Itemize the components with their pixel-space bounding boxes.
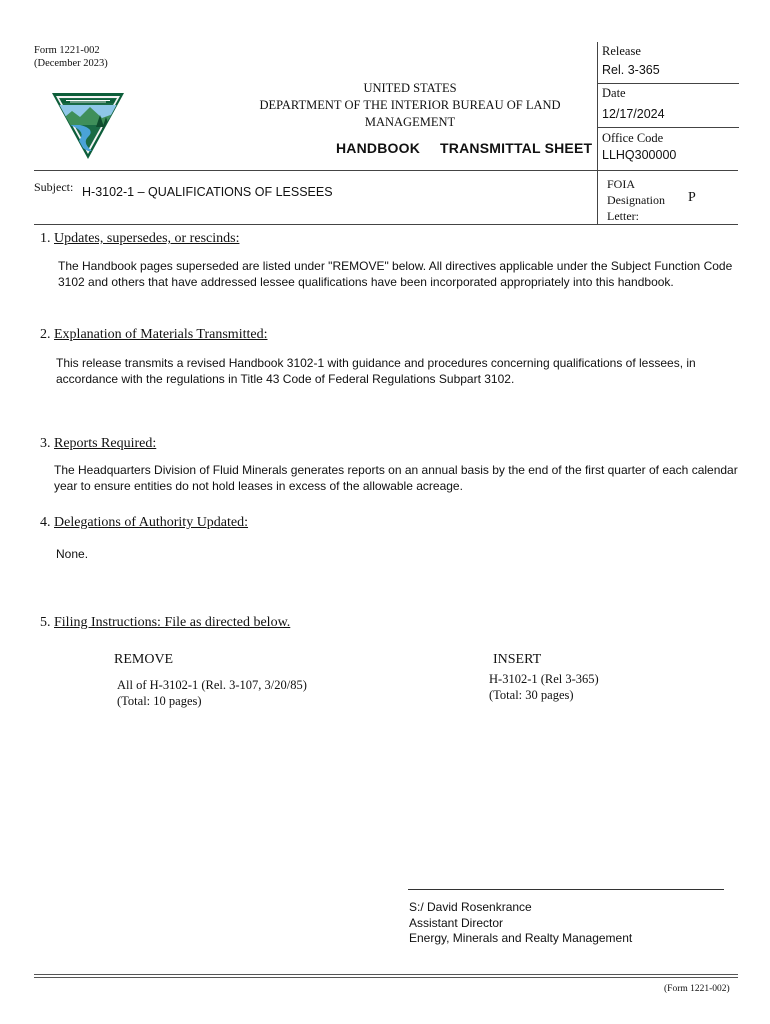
section-number: 2. (40, 327, 51, 342)
signature-line (408, 889, 724, 890)
sheet-title (336, 140, 592, 156)
section-2-body: This release transmits a revised Handbook 3102-1 with guidance and procedures concerning qualifications of lessees, in accordance with the regulations in Title 43 Code of Federal Regulations Subpart 3102. (56, 356, 696, 386)
section-3-heading (40, 436, 156, 452)
release-value: Rel. 3-365 (602, 63, 660, 77)
foia-label-line-3: Letter: (607, 209, 639, 223)
form-date: (December 2023) (34, 58, 108, 69)
date-label: Date (602, 86, 626, 100)
agency-name (240, 80, 580, 131)
title-transmittal-sheet: TRANSMITTAL SHEET (440, 140, 593, 156)
date-value: 12/17/2024 (602, 107, 665, 121)
box-divider (598, 83, 739, 84)
footer-rule (34, 974, 738, 975)
section-number: 1. (40, 231, 51, 246)
agency-line-3: MANAGEMENT (364, 115, 456, 129)
foia-box (597, 170, 739, 224)
form-number-block (34, 44, 108, 70)
foia-designation-value: P (688, 190, 696, 205)
signatory-title: Assistant Director (409, 915, 504, 930)
section-title: Filing Instructions: File as directed below. (54, 615, 291, 630)
insert-item: H-3102-1 (Rel 3-365) (489, 672, 599, 686)
footer-rule (34, 977, 738, 978)
agency-line-2: DEPARTMENT OF THE INTERIOR BUREAU OF LAND (259, 98, 561, 112)
subject-value: H-3102-1 – QUALIFICATIONS OF LESSEES (82, 185, 333, 199)
foia-label-line-2: Designation (607, 193, 665, 207)
section-title: Explanation of Materials Transmitted: (54, 327, 268, 342)
insert-list (489, 671, 599, 703)
section-title: Reports Required: (54, 436, 157, 451)
form-number: Form 1221-002 (34, 45, 100, 56)
remove-total: (Total: 10 pages) (117, 694, 202, 708)
box-divider (598, 127, 739, 128)
foia-label-line-1: FOIA (607, 177, 636, 191)
footer-form-reference: (Form 1221-002) (664, 984, 730, 994)
remove-item: All of H-3102-1 (Rel. 3-107, 3/20/85) (117, 678, 307, 692)
section-4-body: None. (56, 547, 89, 561)
remove-list (117, 677, 307, 709)
subject-divider (34, 224, 738, 225)
office-code-label: Office Code (602, 131, 664, 145)
section-4-heading (40, 515, 248, 531)
section-number: 5. (40, 615, 51, 630)
signature-block (409, 900, 632, 947)
signatory-name: S:/ David Rosenkrance (409, 900, 532, 914)
insert-total: (Total: 30 pages) (489, 688, 574, 702)
release-info-box (597, 42, 739, 170)
remove-heading: REMOVE (114, 652, 174, 667)
foia-label (607, 176, 687, 224)
signatory-office: Energy, Minerals and Realty Management (409, 931, 633, 945)
office-code-value: LLHQ300000 (602, 148, 677, 162)
section-3-body: The Headquarters Division of Fluid Minerals generates reports on an annual basis by the end of the first quarter of each calendar year to ensure entities do not hold leases in excess of the allowable acreage. (54, 463, 738, 493)
insert-heading: INSERT (493, 652, 542, 667)
section-1-heading (40, 231, 239, 247)
section-title: Delegations of Authority Updated: (54, 515, 249, 530)
section-title: Updates, supersedes, or rescinds: (54, 231, 240, 246)
release-label: Release (602, 44, 641, 58)
blm-shield-logo-icon (50, 91, 126, 161)
agency-line-1: UNITED STATES (363, 81, 457, 95)
section-5-heading (40, 615, 290, 631)
section-number: 3. (40, 436, 51, 451)
section-2-heading (40, 327, 267, 343)
section-number: 4. (40, 515, 51, 530)
subject-label: Subject: (34, 180, 74, 194)
title-handbook: HANDBOOK (336, 140, 421, 156)
section-1-body: The Handbook pages superseded are listed under "REMOVE" below. All directives applicable under the Subject Function Code 3102 and others that have addressed lessee qualifications have been incorporated appropriately into this handbook. (58, 259, 733, 289)
